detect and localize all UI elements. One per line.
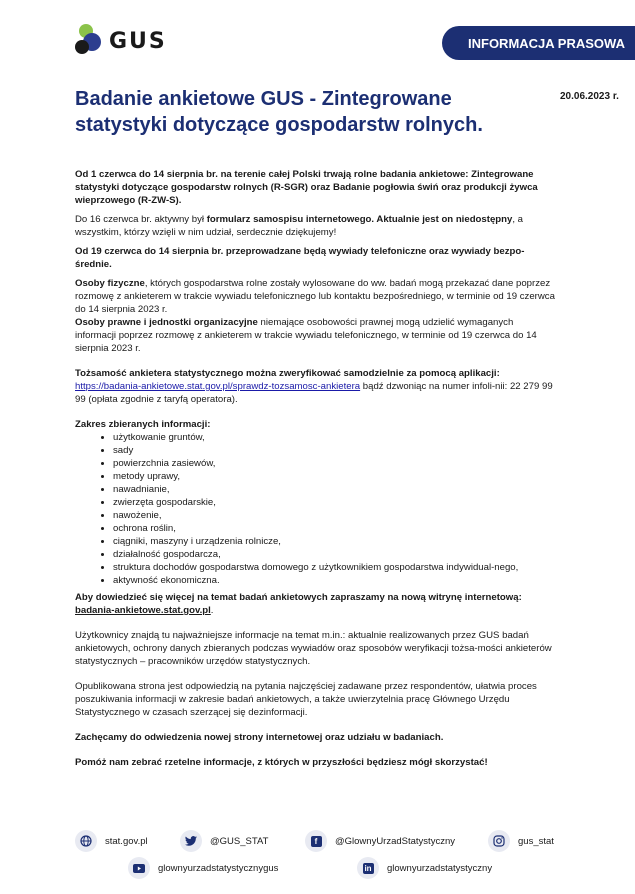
list-item: • aktywność ekonomiczna.	[113, 574, 555, 587]
press-info-badge	[442, 26, 635, 60]
info-scope-list	[75, 431, 555, 587]
p2-text-c: , a wszystkim, którzy wzięli w nim udział, serdecznie dziękujemy!	[75, 214, 524, 238]
list-title-text: Zakres zbieranych informacji:	[75, 419, 211, 430]
youtube-icon	[128, 857, 150, 879]
p3-text: Od 19 czerwca do 14 sierpnia br. przeprowadzane będą wywiady telefoniczne oraz wywiady bezpo-średnie.	[75, 246, 525, 270]
footer-facebook-label: @GlownyUrzadStatystyczny	[335, 835, 455, 847]
twitter-icon	[180, 830, 202, 852]
paragraph-new-website	[75, 591, 555, 617]
intro-paragraph	[75, 168, 555, 207]
list-item: • nawadnianie,	[113, 483, 555, 496]
list-item: • użytkowanie gruntów,	[113, 431, 555, 444]
article-body	[75, 168, 555, 775]
list-item: • nawożenie,	[113, 509, 555, 522]
gus-logo-mark	[75, 24, 103, 58]
new-website-link[interactable]: badania-ankietowe.stat.gov.pl	[75, 605, 211, 616]
release-date: 20.06.2023 r.	[560, 91, 619, 102]
paragraph-legal-entities	[75, 316, 555, 355]
p7-text-end: .	[210, 605, 214, 616]
p4-text-bold: Osoby fizyczne	[75, 278, 145, 289]
p5-text-bold: Osoby prawne i jednostki organizacyjne	[75, 317, 258, 328]
list-item: • sady	[113, 444, 555, 457]
page-title: Badanie ankietowe GUS - Zintegrowane statystyki dotyczące gospodarstw rolnych.	[75, 88, 483, 136]
paragraph-survey-form	[75, 213, 555, 239]
footer-instagram[interactable]	[488, 830, 554, 852]
paragraph-published-site	[75, 680, 555, 719]
paragraph-verify-identity	[75, 367, 555, 406]
p10-text: Zachęcamy do odwiedzenia nowej strony internetowej oraz udziału w badaniach.	[75, 732, 444, 743]
linkedin-icon: in	[357, 857, 379, 879]
footer-youtube-label: glownyurzadstatystycznygus	[158, 862, 279, 874]
footer-youtube[interactable]	[128, 857, 278, 879]
instagram-icon	[488, 830, 510, 852]
list-item: • ochrona roślin,	[113, 522, 555, 535]
paragraph-individuals	[75, 277, 555, 316]
paragraph-help-us	[75, 756, 555, 769]
p2-text-a: Do 16 czerwca br. aktywny był	[75, 214, 207, 225]
logo-text: GUS	[109, 28, 167, 54]
badge-label: INFORMACJA PRASOWA	[468, 35, 625, 51]
paragraph-users-info	[75, 629, 555, 668]
paragraph-interviews	[75, 245, 555, 271]
list-item: • działalność gospodarcza,	[113, 548, 555, 561]
footer-instagram-label: gus_stat	[518, 835, 554, 847]
footer-twitter[interactable]	[180, 830, 268, 852]
list-item: • struktura dochodów gospodarstwa domowego z użytkownikiem gospodarstwa indywidual-nego,	[113, 561, 555, 574]
p7-text-bold: Aby dowiedzieć się więcej na temat badań ankietowych zapraszamy na nową witrynę internetową:	[75, 592, 522, 603]
verify-identity-link[interactable]: https://badania-ankietowe.stat.gov.pl/sprawdz-tozsamosc-ankietera	[75, 381, 361, 392]
footer-linkedin-label: glownyurzadstatystyczny	[387, 862, 493, 874]
intro-text: Od 1 czerwca do 14 sierpnia br. na terenie całej Polski trwają rolne badania ankietowe: Zintegrowane statystyki dotyczące gospodarstw rolnych (R-SGR) oraz Badanie pogłowia świń oraz produkcji żywca wieprzowego (R-ZW-S).	[75, 169, 538, 206]
list-title	[75, 418, 555, 431]
gus-logo	[75, 24, 167, 58]
p6-text: bądź dzwoniąc na numer infoli-nii: 22 279 99 99 (opłata zgodnie z taryfą operatora).	[75, 381, 553, 405]
globe-icon	[75, 830, 97, 852]
footer-web[interactable]	[75, 830, 148, 852]
p5-text: niemające osobowości prawnej mogą udzielić wymaganych informacji poprzez rozmowę z ankieterem w trakcie wywiadu telefonicznego, w terminie od 19 czerwca do 14 sierpnia 2023 r.	[75, 317, 537, 354]
list-item: • metody uprawy,	[113, 470, 555, 483]
list-item: • zwierzęta gospodarskie,	[113, 496, 555, 509]
p2-text-bold: formularz samospisu internetowego. Aktualnie jest on niedostępny	[206, 214, 513, 225]
list-item: • powierzchnia zasiewów,	[113, 457, 555, 470]
paragraph-encourage	[75, 731, 555, 744]
list-item: • ciągniki, maszyny i urządzenia rolnicze,	[113, 535, 555, 548]
footer-linkedin[interactable]	[357, 857, 492, 879]
footer-facebook[interactable]	[305, 830, 455, 852]
p9-text: Opublikowana strona jest odpowiedzią na pytania najczęściej zadawane przez respondentów, ułatwia proces poszukiwania informacji w zakresie badań ankietowych, a także uwierzytelnia pracę Głównego Urzędu Statystycznego w czasach szerzącej się dezinformacji.	[75, 681, 537, 718]
facebook-icon: f	[305, 830, 327, 852]
p8-text: Użytkownicy znajdą tu najważniejsze informacje na temat m.in.: aktualnie realizowanych przez GUS badań ankietowych, ochrony danych zbieranych podczas wywiadów oraz sposobów weryfikacji tożsa-mości ankieterów statystycznych – pracowników urzędów statystycznych.	[75, 630, 552, 667]
p4-text: , których gospodarstwa rolne zostały wylosowane do ww. badań mogą przekazać dane poprzez rozmowę z ankieterem w trakcie wywiadu telefonicznego lub kontaktu bezpośredniego, w terminie od 19 czerwca do 14 sierpnia 2023 r.	[75, 278, 555, 315]
p6-text-bold: Tożsamość ankietera statystycznego można zweryfikować samodzielnie za pomocą aplikacji:	[75, 368, 500, 379]
p11-text: Pomóż nam zebrać rzetelne informacje, z których w przyszłości będziesz mógł skorzystać!	[75, 757, 488, 768]
footer-web-label: stat.gov.pl	[105, 835, 148, 847]
footer-twitter-label: @GUS_STAT	[210, 835, 269, 847]
